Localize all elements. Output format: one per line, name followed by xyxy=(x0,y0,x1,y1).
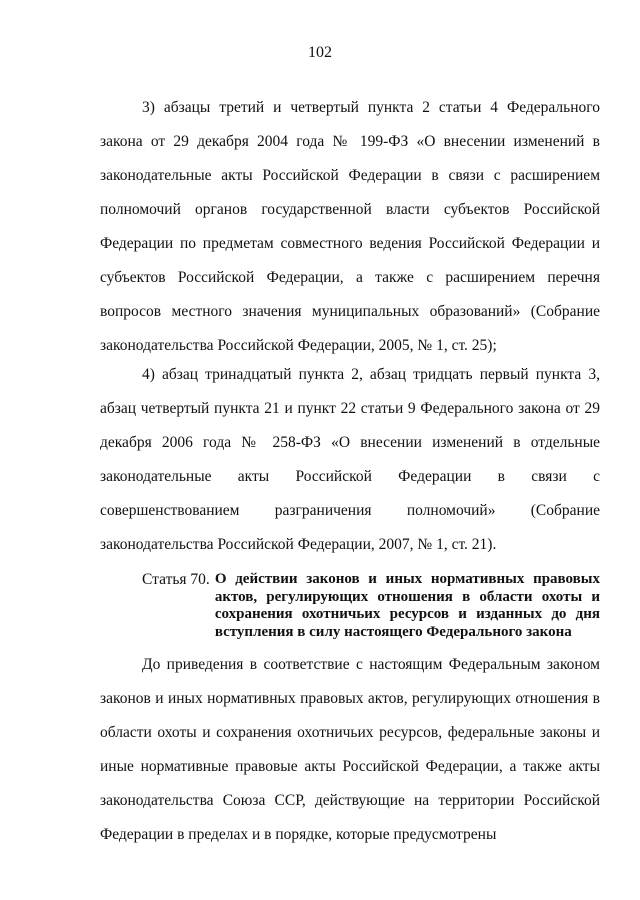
article-body-paragraph: До приведения в соответствие с настоящим Федеральным законом законов и иных нормативных правовых актов, регулирующих отношения в области охоты и сохранения охотничьих ресурсов, федеральные законы и иные нормативные правовые акты Российской Федерации, а также акты законодательства Союза ССР, действующие на территории Российской Федерации в пределах и в порядке, которые предусмотрены xyxy=(100,656,600,843)
paragraph-item-3: 3) абзацы третий и четвертый пункта 2 статьи 4 Федерального закона от 29 декабря 2004 года № 199-ФЗ «О внесении изменений в законодательные акты Российской Федерации в связи с расширением полномочий органов государственной власти субъектов Российской Федерации по предметам совместного ведения Российской Федерации и субъектов Российской Федерации, а также с расширением перечня вопросов местного значения муниципальных образований» (Собрание законодательства Российской Федерации, 2005, № 1, ст. 25); xyxy=(100,99,600,354)
article-title: О действии законов и иных нормативных правовых актов, регулирующих отношения в области охоты и сохранения охотничьих ресурсов и изданных до дня вступления в силу настоящего Федерального закона xyxy=(214,571,600,640)
page-number: 102 xyxy=(308,44,332,61)
article-number: Статья 70. xyxy=(142,571,210,588)
article-heading xyxy=(100,571,600,641)
paragraph-item-4: 4) абзац тринадцатый пункта 2, абзац тридцать первый пункта 3, абзац четвертый пункта 21 и пункт 22 статьи 9 Федерального закона от 29 декабря 2006 года № 258-ФЗ «О внесении изменений в отдельные законодательные акты Российской Федерации в связи с совершенствованием разграничения полномочий» (Собрание законодательства Российской Федерации, 2007, № 1, ст. 21). xyxy=(100,366,600,553)
